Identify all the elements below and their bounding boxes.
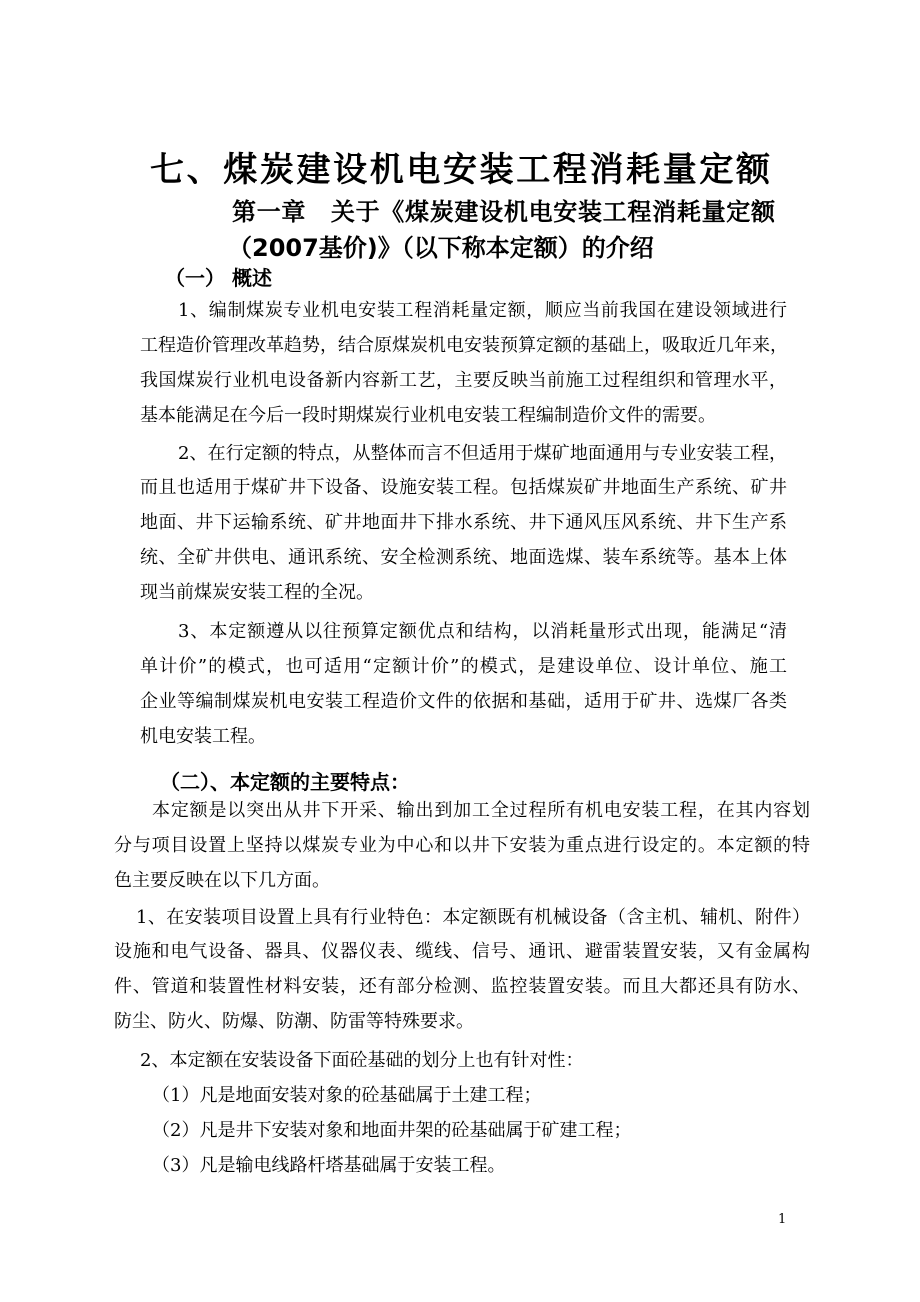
section-heading-features: （二）、本定额的主要特点： <box>160 770 410 794</box>
text-line: 2、本定额在安装设备下面砼基础的划分上也有针对性： <box>140 1050 584 1071</box>
text-line: 现当前煤炭安装工程的全况。 <box>140 582 374 603</box>
text-line: 设施和电气设备、器具、仪器仪表、缆线、信号、通讯、避雷装置安装，又有金属构 <box>114 941 810 962</box>
text-line: 而且也适用于煤矿井下设备、设施安装工程。包括煤炭矿井地面生产系统、矿井 <box>140 477 787 498</box>
text-line: 地面、井下运输系统、矿井地面井下排水系统、井下通风压风系统、井下生产系 <box>140 512 787 533</box>
text-line: 色主要反映在以下几方面。 <box>114 870 330 891</box>
text-line: 1、在安装项目设置上具有行业特色：本定额既有机械设备（含主机、辅机、附件） <box>136 907 810 928</box>
text-line: 分与项目设置上坚持以煤炭专业为中心和以井下安装为重点进行设定的。本定额的特 <box>114 835 810 856</box>
text-line: 3、本定额遵从以往预算定额优点和结构，以消耗量形式出现，能满足“清 <box>178 621 787 642</box>
list-item: （1）凡是地面安装对象的砼基础属于土建工程； <box>152 1085 542 1106</box>
text-line: 防尘、防火、防爆、防潮、防雷等特殊要求。 <box>114 1011 474 1032</box>
text-line: 统、全矿井供电、通讯系统、安全检测系统、地面选煤、装车系统等。基本上体 <box>140 547 787 568</box>
text-line: 我国煤炭行业机电设备新内容新工艺，主要反映当前施工过程组织和管理水平， <box>140 370 787 391</box>
section-heading-overview: （一） 概述 <box>165 266 272 290</box>
chapter-title-line1: 第一章 关于《煤炭建设机电安装工程消耗量定额 <box>232 198 775 226</box>
document-title: 七、煤炭建设机电安装工程消耗量定额 <box>150 150 770 190</box>
chapter-title-line2: （2007基价)》（以下称本定额）的介绍 <box>228 234 654 262</box>
list-item: （2）凡是井下安装对象和地面井架的砼基础属于矿建工程； <box>152 1120 632 1141</box>
text-line: 基本能满足在今后一段时期煤炭行业机电安装工程编制造价文件的需要。 <box>140 405 716 426</box>
text-line: 单计价”的模式，也可适用“定额计价”的模式，是建设单位、设计单位、施工 <box>140 656 787 677</box>
list-item: （3）凡是输电线路杆塔基础属于安装工程。 <box>152 1155 506 1176</box>
text-line: 2、在行定额的特点，从整体而言不但适用于煤矿地面通用与专业安装工程， <box>178 443 787 464</box>
text-line: 企业等编制煤炭机电安装工程造价文件的依据和基础，适用于矿井、选煤厂各类 <box>140 691 787 712</box>
text-line: 本定额是以突出从井下开采、输出到加工全过程所有机电安装工程，在其内容划 <box>152 800 810 821</box>
page-number: 1 <box>778 1212 787 1227</box>
text-line: 1、编制煤炭专业机电安装工程消耗量定额，顺应当前我国在建设领域进行 <box>178 300 787 321</box>
text-line: 机电安装工程。 <box>140 726 266 747</box>
text-line: 件、管道和装置性材料安装，还有部分检测、监控装置安装。而且大都还具有防水、 <box>114 976 810 997</box>
text-line: 工程造价管理改革趋势，结合原煤炭机电安装预算定额的基础上，吸取近几年来， <box>140 335 788 356</box>
